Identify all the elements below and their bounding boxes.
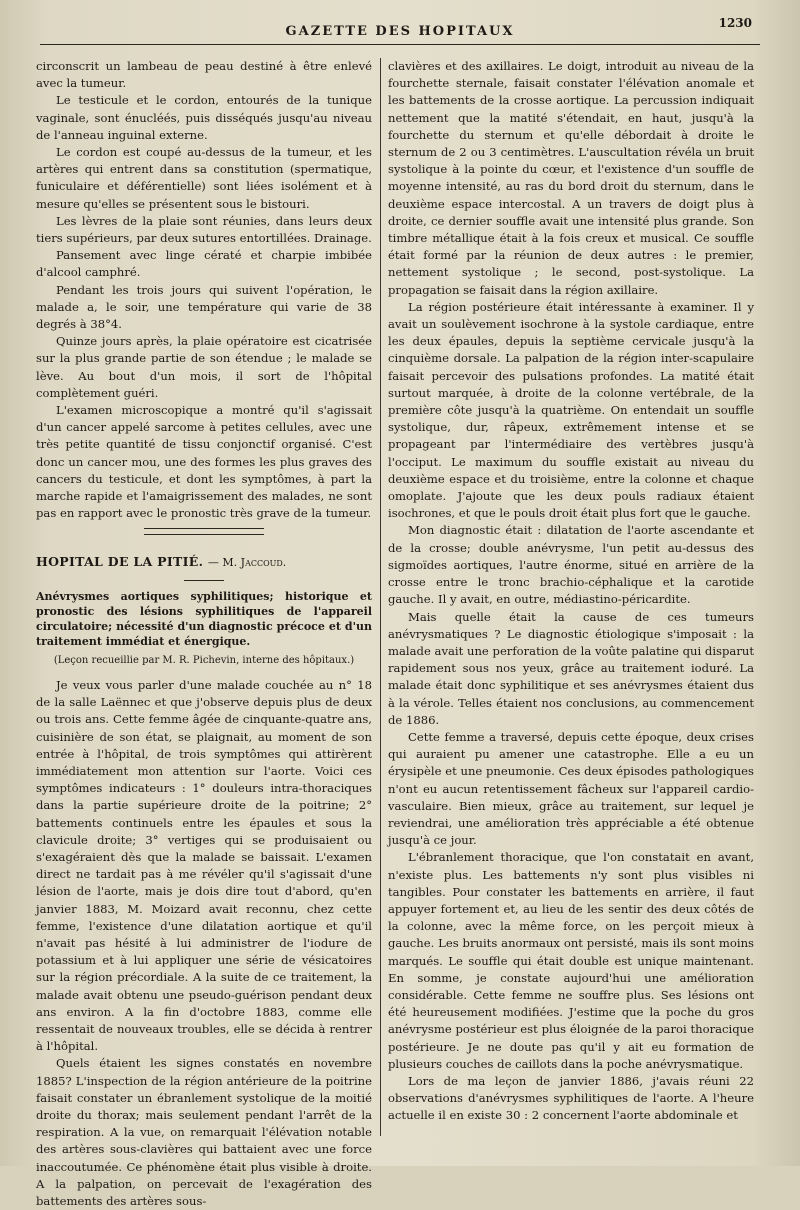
page-number: 1230: [718, 16, 752, 30]
paragraph: Les lèvres de la plaie sont réunies, dans leurs deux tiers supérieurs, par deux sutures entortillées. Drainage.: [36, 213, 372, 246]
left-column: [36, 58, 372, 1208]
column-separator: [380, 58, 381, 1136]
paragraph: Pendant les trois jours qui suivent l'opération, le malade a, le soir, une température qui varie de 38 degrés à 38°4.: [36, 282, 372, 332]
paragraph: clavières et des axillaires. Le doigt, introduit au niveau de la fourchette sternale, faisait constater l'élévation anomale et les battements de la crosse aortique. La percussion indiquait nettement que la matité s'étendait, en haut, jusqu'à la fourchette du sternum et qu'elle débordait à droite le sternum de 2 ou 3 centimètres. L'auscultation révéla un bruit systolique à la pointe du cœur, et l'existence d'un souffle de moyenne intensité, au ras du bord droit du sternum, dans le deuxième espace intercostal. A un travers de doigt plus à droite, ce dernier souffle avait une intensité plus grande. Son timbre métallique était à la fois creux et musical. Ce souffle était formé par la réunion de deux autres : le premier, nettement systolique ; le second, post-systolique. La propagation se faisait dans la région axillaire.: [388, 59, 754, 297]
paragraph: Quels étaient les signes constatés en novembre 1885? L'inspection de la région antérieure de la poitrine faisait constater un ébranlement systolique de la moitié droite du thorax; mais seulement pendant l'arrêt de la respiration. A la vue, on remarquait l'élévation notable des artères sous-clavières qui battaient avec une force inaccoutumée. Ce phénomène était plus visible à droite. A la palpation, on percevait de l'exagération des battements des artères sous-: [36, 1056, 372, 1208]
paragraph: Quinze jours après, la plaie opératoire est cicatrisée sur la plus grande partie de son étendue ; le malade se lève. Au bout d'un mois, il sort de l'hôpital complètement guéri.: [36, 334, 372, 400]
paragraph: La région postérieure était intéressante à examiner. Il y avait un soulèvement isochrone à la systole cardiaque, entre les deux épaules, depuis la septième cervicale jusqu'à la cinquième dorsale. La palpation de la région inter-scapulaire faisait percevoir des pulsations profondes. La matité était surtout marquée, à droite de la colonne vertébrale, de la première côte jusqu'à la quatrième. On entendait un souffle systolique, dur, râpeux, extrêmement intense et se propageant par l'intermédiaire des vertèbres jusqu'à l'occiput. Le maximum du souffle existait au niveau du deuxième espace et du troisième, entre la colonne et chaque omoplate. J'ajoute que les deux pouls radiaux étaient isochrones, et que le pouls droit était plus fort que le gauche.: [388, 299, 754, 521]
section-divider: [144, 528, 264, 535]
paragraph: Le cordon est coupé au-dessus de la tumeur, et les artères qui entrent dans sa constitution (spermatique, funiculaire et déférentielle) sont liées isolément et à mesure qu'elles se présentent sous le bistouri.: [36, 145, 372, 211]
paragraph: L'examen microscopique a montré qu'il s'agissait d'un cancer appelé sarcome à petites cellules, avec une très petite quantité de tissu conjonctif organisé. C'est donc un cancer mou, une des formes les plus graves des cancers du testicule, et dont les symptômes, à part la marche rapide et l'amaigrissement des malades, ne sont pas en rapport avec le pronostic très grave de la tumeur.: [36, 403, 372, 521]
hospital-heading: [36, 553, 372, 571]
paragraph: Mon diagnostic était : dilatation de l'aorte ascendante et de la crosse; double anévrysme, l'un petit au-dessus des sigmoïdes aortiques, l'autre énorme, situé en arrière de la crosse entre le tronc brachio-céphalique et la carotide gauche. Il y avait, en outre, médiastino-péricardite.: [388, 523, 754, 607]
heading-divider: [184, 580, 224, 581]
page-header: [40, 14, 760, 45]
paragraph: Cette femme a traversé, depuis cette époque, deux crises qui auraient pu amener une catastrophe. Elle a eu un érysipèle et une pneumonie. Ces deux épisodes pathologiques n'ont eu aucun retentissement fâcheux sur l'appareil cardio-vasculaire. Bien mieux, grâce au traitement, sur lequel je reviendrai, une amélioration très appréciable a été obtenue jusqu'à ce jour.: [388, 729, 754, 848]
paragraph: Pansement avec linge cératé et charpie imbibée d'alcool camphré.: [36, 248, 372, 280]
hospital-name: HOPITAL DE LA PITIÉ.: [36, 554, 204, 570]
page-title: GAZETTE DES HOPITAUX: [285, 24, 515, 39]
lecture-title: Anévrysmes aortiques syphilitiques; historique et pronostic des lésions syphilitiques de l'appareil circulatoire; nécessité d'un diagnostic précoce et d'un traitement immédiat et énergique.: [36, 589, 372, 648]
hospital-author: — M. Jaccoud.: [207, 556, 287, 570]
paragraph: Le testicule et le cordon, entourés de la tunique vaginale, sont énucléés, puis disséqués jusqu'au niveau de l'anneau inguinal externe.: [36, 93, 372, 142]
paragraph: Lors de ma leçon de janvier 1886, j'avais réuni 22 observations d'anévrysmes syphilitiques de l'aorte. A l'heure actuelle il en existe 30 : 2 concernent l'aorte abdominale et: [388, 1073, 754, 1123]
paragraph: circonscrit un lambeau de peau destiné à être enlevé avec la tumeur.: [36, 59, 372, 91]
paragraph: L'ébranlement thoracique, que l'on constatait en avant, n'existe plus. Les battements n'y sont plus visibles ni tangibles. Pour constater les battements en arrière, il faut appuyer fortement et, au lieu de les sentir des deux côtés de la colonne, avec la même force, on les perçoit mieux à gauche. Les bruits anormaux ont persisté, mais ils sont moins marqués. Le souffle qui était double est unique maintenant. En somme, je constate aujourd'hui une amélioration considérable. Cette femme ne souffre plus. Ses lésions ont été heureusement modifiées. J'estime que la poche du gros anévrysme postérieur est plus éloignée de la paroi thoracique postérieure. Je ne doute pas qu'il y ait eu formation de plusieurs couches de caillots dans la poche anévrysmatique.: [388, 850, 754, 1071]
paragraph: Je veux vous parler d'une malade couchée au n° 18 de la salle Laënnec et que j'observe depuis plus de deux ou trois ans. Cette femme âgée de cinquante-quatre ans, cuisinière de son état, se plaignait, au moment de son entrée à l'hôpital, de trois symptômes qui attirèrent immédiatement mon attention sur l'aorte. Voici ces symptômes indicateurs : 1° douleurs intra-thoraciques dans la partie supérieure droite de la poitrine; 2° battements continuels entre les épaules et sous la clavicule droite; 3° vertiges qui se produisaient ou s'exagéraient dès que la malade se baissait. L'examen direct ne tardait pas à me révéler qu'il s'agissait d'une lésion de l'aorte, mais je dois dire tout d'abord, qu'en janvier 1883, M. Moizard avait reconnu, chez cette femme, l'existence d'une dilatation aortique et qu'il n'avait pas hésité à lui administrer de l'iodure de potassium et à lui appliquer une série de vésicatoires sur la région précordiale. A la suite de ce traitement, la malade avait obtenu une pseudo-guérison pendant deux ans environ. A la fin d'octobre 1883, comme elle ressentait de nouveaux troubles, elle se décida à rentrer à l'hôpital.: [36, 677, 372, 1054]
lecture-credit: (Leçon recueillie par M. R. Pichevin, interne des hôpitaux.): [53, 654, 355, 666]
paragraph: Mais quelle était la cause de ces tumeurs anévrysmatiques ? Le diagnostic étiologique s'imposait : la malade avait une perforation de la voûte palatine qui disparut rapidement sous nos yeux, grâce au traitement ioduré. La malade était donc syphilitique et ses anévrysmes étaient dus à la vérole. Telles étaient nos conclusions, au commencement de 1886.: [388, 609, 754, 727]
right-column: [388, 58, 754, 1150]
